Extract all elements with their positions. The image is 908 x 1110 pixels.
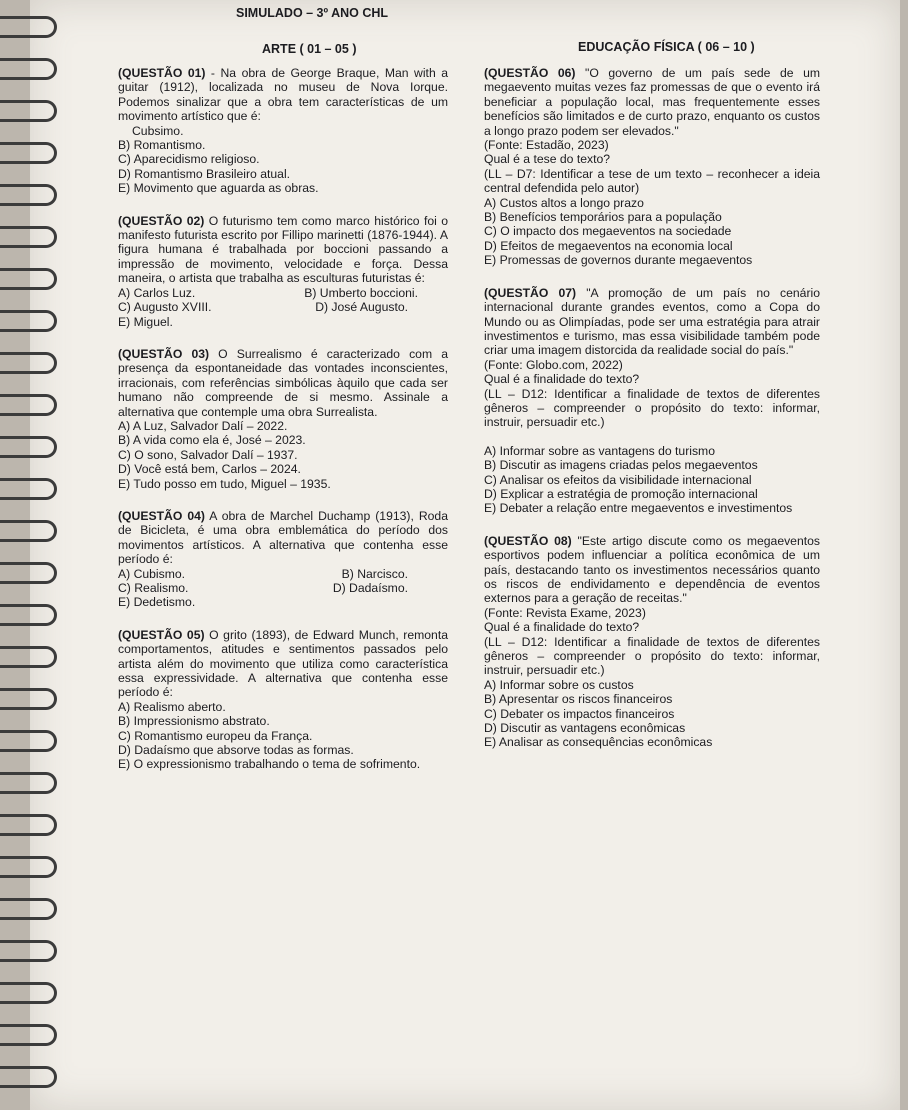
binding-ring [0,562,57,584]
right-column [484,66,820,750]
question-04 [118,509,448,610]
spiral-binding [0,0,60,1110]
option-e[interactable]: E) Dedetismo. [118,595,196,610]
binding-ring [0,1024,57,1046]
option-d[interactable]: D) Explicar a estratégia de promoção internacional [484,486,758,501]
question-text: A obra de Marchel Duchamp (1913), Roda de Bicicleta, é uma obra emblemática do período dos movimentos artísticos. A alternativa que contenha esse período é: [118,508,448,567]
binding-ring [0,268,57,290]
section-arte-title: ARTE ( 01 – 05 ) [262,42,357,56]
option-a[interactable]: A) Realismo aberto. [118,699,226,714]
exam-title: SIMULADO – 3º ANO CHL [236,6,389,20]
binding-ring [0,1066,57,1088]
question-source: (Fonte: Estadão, 2023) [484,138,609,153]
option-d[interactable]: D) Você está bem, Carlos – 2024. [118,462,301,477]
binding-ring [0,436,57,458]
option-c[interactable]: C) Romantismo europeu da França. [118,728,313,743]
option-a[interactable]: A) Cubismo. [118,566,186,581]
option-b[interactable]: B) Narcisco. [341,566,408,581]
option-b[interactable]: B) Discutir as imagens criadas pelos megaeventos [484,458,758,473]
question-02 [118,214,448,329]
option-a[interactable]: Cubsimo. [132,123,184,138]
question-08 [484,534,820,750]
section-educacao-fisica-title: EDUCAÇÃO FÍSICA ( 06 – 10 ) [578,40,755,54]
question-label: (QUESTÃO 06) [484,66,576,80]
option-b[interactable]: B) Impressionismo abstrato. [118,714,270,729]
question-label: (QUESTÃO 07) [484,285,577,300]
question-text: "Este artigo discute como os megaeventos esportivos podem influenciar a política econômica de um país, destacando tanto os investimentos necessários quanto os riscos de endividamento e dependência de eventos externos para a geração de receitas." [484,533,821,606]
option-d[interactable]: D) Dadaísmo. [332,581,408,595]
binding-ring [0,604,57,626]
question-text: O futurismo tem como marco histórico foi o manifesto futurista escrito por Fillipo marinetti (1876-1944). A figura humana é trabalhada por boccioni passando a impressão de movimento, velocidade e força. Dessa maneira, o artista que trabalha as esculturas futuristas é: [118,213,448,286]
question-text: "O governo de um país sede de um megaevento muitas vezes faz promessas de que o evento irá beneficiar a população local, mas frequentemente esses benefícios são limitados e de curto prazo, enquanto os custos a longo prazo podem ser elevados." [484,66,820,138]
left-column [118,66,448,772]
binding-ring [0,520,57,542]
option-c[interactable]: C) Aparecidismo religioso. [118,152,260,167]
option-c[interactable]: C) Analisar os efeitos da visibilidade internacional [484,472,752,487]
option-c[interactable]: C) O impacto dos megaeventos na sociedade [484,224,732,239]
binding-ring [0,856,57,878]
question-label: (QUESTÃO 03) [118,346,210,361]
binding-ring [0,184,57,206]
question-source: (Fonte: Globo.com, 2022) [484,357,623,372]
binding-ring [0,16,57,38]
option-a[interactable]: A) Informar sobre as vantagens do turismo [484,443,715,458]
binding-ring [0,646,57,668]
question-06 [484,66,820,268]
binding-ring [0,226,57,248]
option-e[interactable]: E) Promessas de governos durante megaeventos [484,253,753,268]
question-label: (QUESTÃO 08) [484,533,572,548]
option-d[interactable]: D) José Augusto. [315,300,408,315]
binding-ring [0,982,57,1004]
binding-ring [0,772,57,794]
option-e[interactable]: E) O expressionismo trabalhando o tema de sofrimento. [118,757,421,772]
question-text: O Surrealismo é caracterizado com a presença da espontaneidade das vontades inconscientes, irracionais, com referências simbólicas àquilo que cada ser humano não compreende de si mesmo. Assinale a alternativa que contemple uma obra Surrealista. [118,346,448,419]
option-c[interactable]: C) Debater os impactos financeiros [484,706,675,721]
question-03 [118,347,448,491]
option-d[interactable]: D) Efeitos de megaeventos na economia local [484,238,733,253]
question-07 [484,286,820,516]
question-label: (QUESTÃO 05) [118,627,205,642]
option-e[interactable]: E) Movimento que aguarda as obras. [118,181,319,196]
option-a[interactable]: A) Carlos Luz. [118,285,196,300]
option-c[interactable]: C) O sono, Salvador Dalí – 1937. [118,447,298,462]
question-text: O grito (1893), de Edward Munch, remonta comportamentos, atitudes e sentimentos passados pelo artista além do movimento que utiliza como característica essa expressividade. A alternativa que contenha esse período é: [118,627,449,700]
option-a[interactable]: A) Informar sobre os custos [484,677,634,692]
binding-ring [0,310,57,332]
binding-ring [0,394,57,416]
binding-ring [0,814,57,836]
binding-ring [0,352,57,374]
option-e[interactable]: E) Analisar as consequências econômicas [484,735,713,750]
question-05 [118,628,448,772]
binding-ring [0,898,57,920]
option-d[interactable]: D) Discutir as vantagens econômicas [484,721,686,736]
question-descriptor: (LL – D12: Identificar a finalidade de textos de diferentes gêneros – compreender o propósito do texto: informar, instruir, persuadir etc.) [484,634,820,678]
question-label: (QUESTÃO 02) [118,213,205,228]
option-b[interactable]: B) Apresentar os riscos financeiros [484,692,673,707]
option-e[interactable]: E) Debater a relação entre megaeventos e investimentos [484,501,793,516]
binding-ring [0,730,57,752]
question-prompt: Qual é a finalidade do texto? [484,372,640,387]
option-d[interactable]: D) Romantismo Brasileiro atual. [118,166,291,181]
question-source: (Fonte: Revista Exame, 2023) [484,605,646,620]
option-a[interactable]: A) Custos altos a longo prazo [484,195,644,210]
binding-ring [0,478,57,500]
option-b[interactable]: B) Benefícios temporários para a população [484,210,722,225]
question-text: "A promoção de um país no cenário internacional durante grandes eventos, como a Copa do Mundo ou as Olimpíadas, pode ser uma estratégia para atrair investimentos e turismo, mas essa visibilidade também pode criar uma imagem distorcida da realidade social do país." [484,285,821,358]
question-label: (QUESTÃO 04) [118,508,205,523]
binding-ring [0,142,57,164]
option-d[interactable]: D) Dadaísmo que absorve todas as formas. [118,743,354,758]
question-descriptor: (LL – D12: Identificar a finalidade de textos de diferentes gêneros – compreender o propósito do texto: informar, instruir, persuadir etc.) [484,386,820,430]
question-text: - Na obra de George Braque, Man with a guitar (1912), localizada no museu de Nova Iorque. Podemos sinalizar que a obra tem características de um movimento artístico que é: [118,66,448,124]
question-prompt: Qual é a finalidade do texto? [484,620,640,635]
option-c[interactable]: C) Realismo. [118,581,189,595]
option-b[interactable]: B) Romantismo. [118,138,206,153]
question-prompt: Qual é a tese do texto? [484,152,611,167]
binding-ring [0,940,57,962]
option-c[interactable]: C) Augusto XVIII. [118,300,212,315]
question-label: (QUESTÃO 01) [118,66,206,80]
option-b[interactable]: B) Umberto boccioni. [304,285,418,300]
question-descriptor: (LL – D7: Identificar a tese de um texto – reconhecer a ideia central defendida pelo autor) [484,166,820,196]
option-b[interactable]: B) A vida como ela é, José – 2023. [118,433,306,448]
option-e[interactable]: E) Tudo posso em tudo, Miguel – 1935. [118,476,331,491]
binding-ring [0,100,57,122]
question-01 [118,66,448,196]
option-a[interactable]: A) A Luz, Salvador Dalí – 2022. [118,418,288,433]
option-e[interactable]: E) Miguel. [118,314,173,329]
binding-ring [0,58,57,80]
binding-ring [0,688,57,710]
